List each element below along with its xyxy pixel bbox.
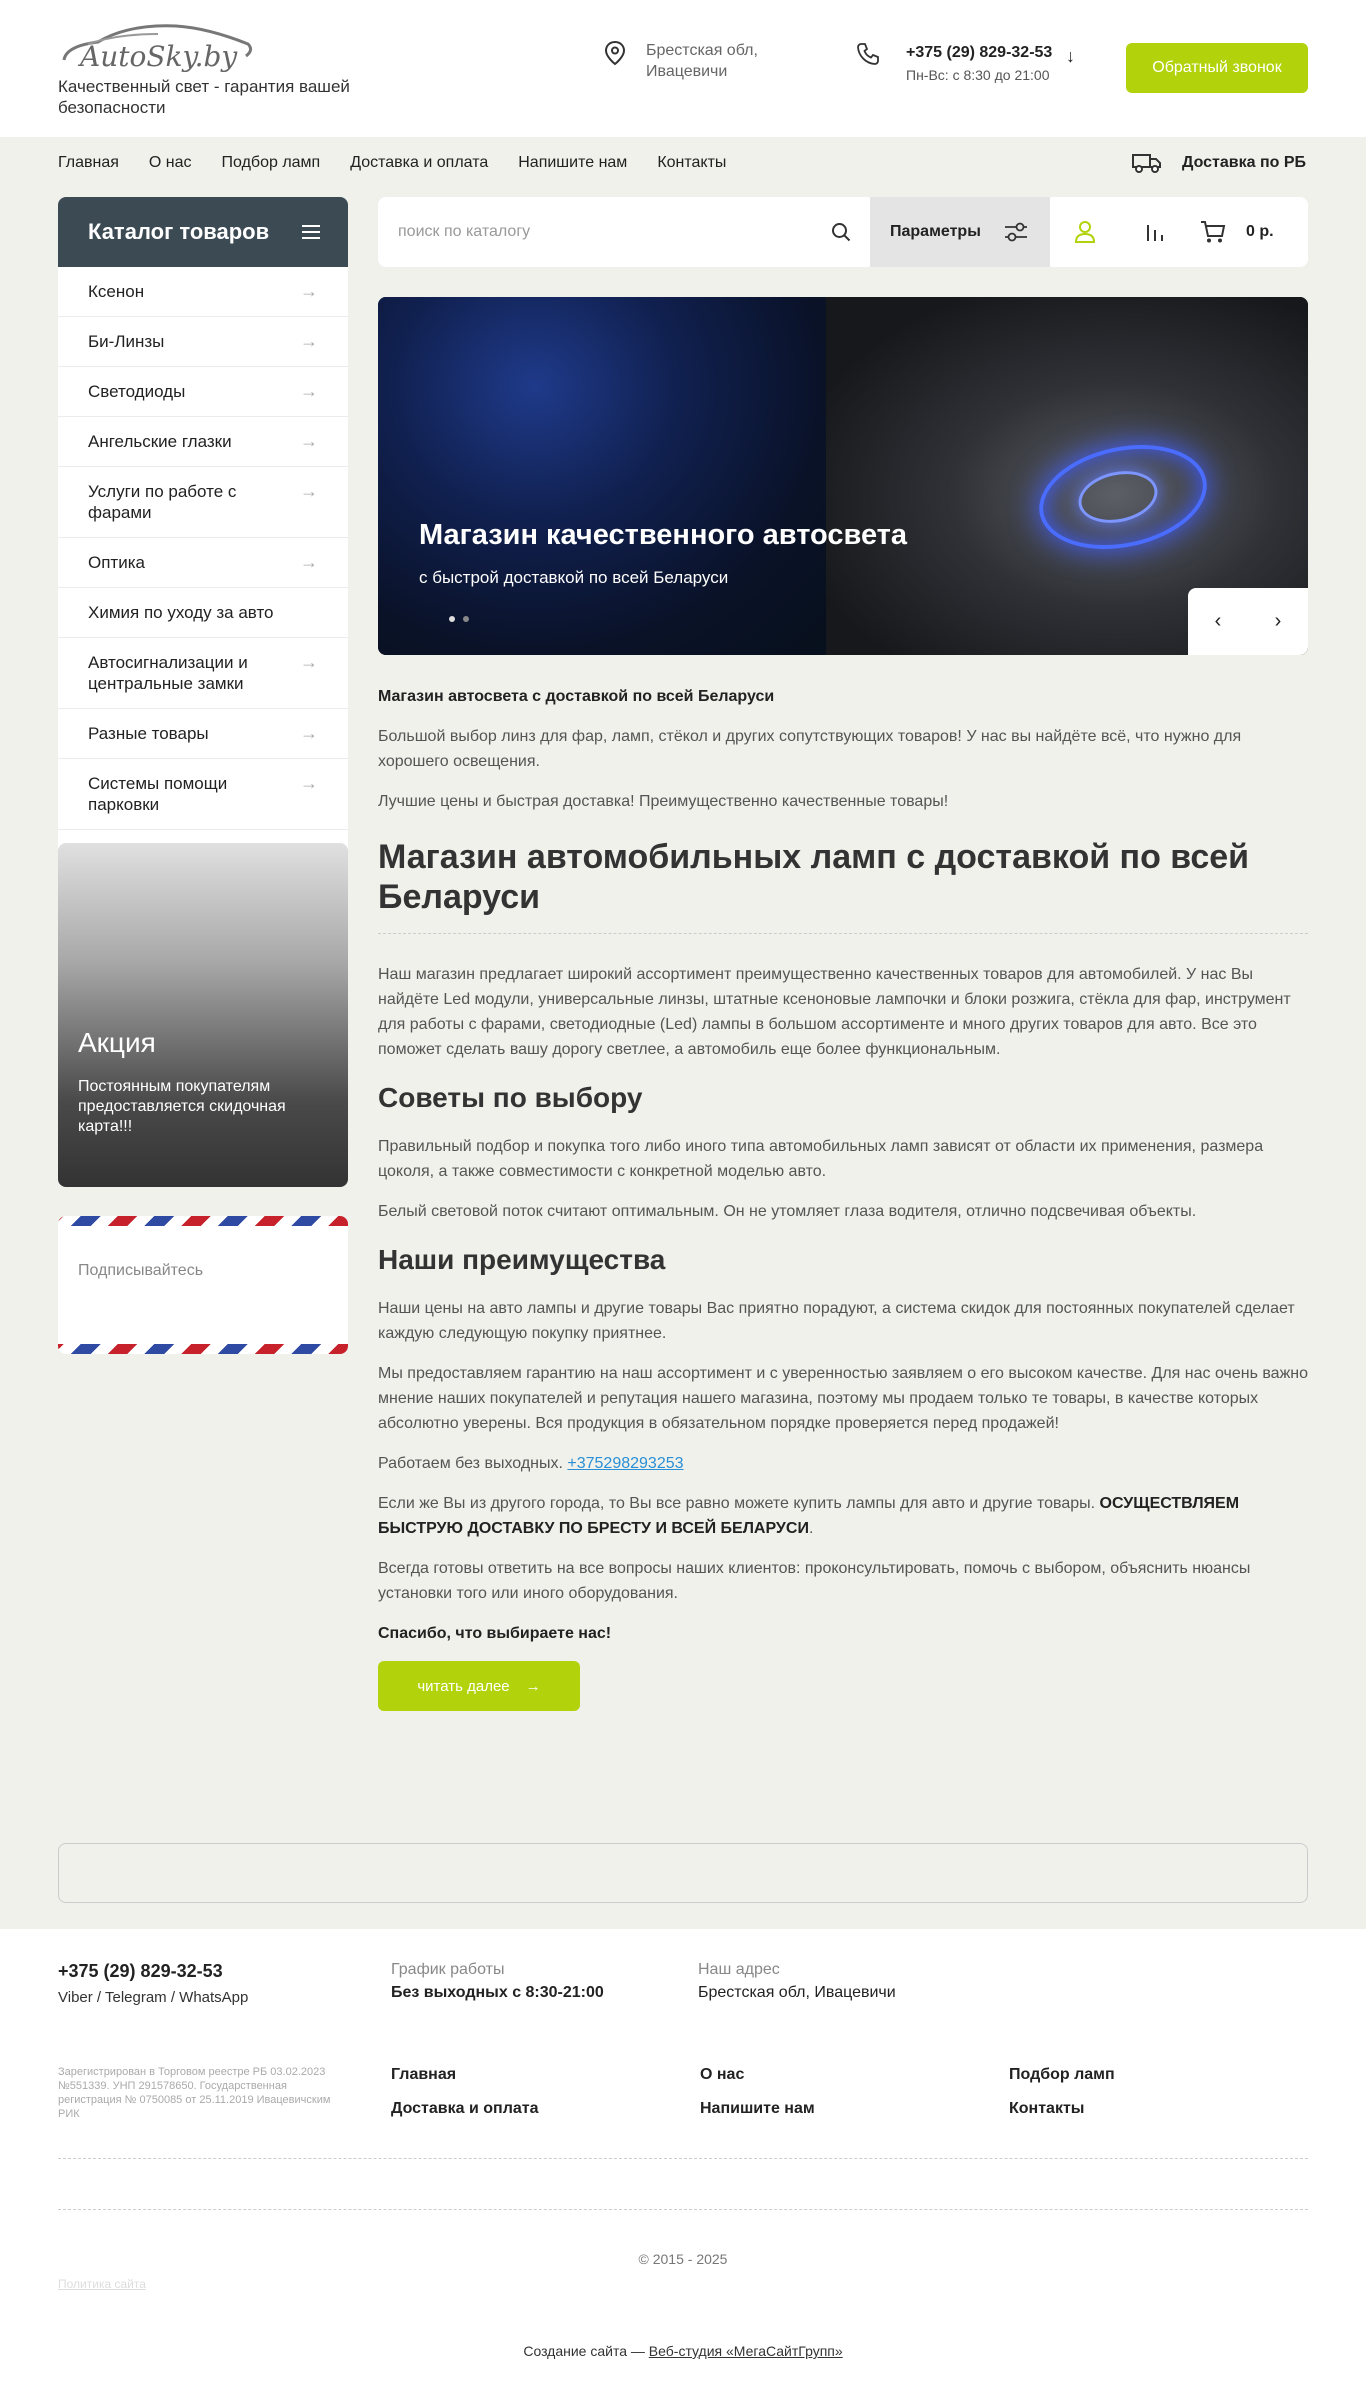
catalog-item-leds[interactable] [58,367,348,417]
truck-icon [1132,152,1162,174]
footer-link-write-us[interactable]: Напишите нам [700,2100,815,2117]
catalog-item-label: Оптика [88,553,145,572]
arrow-right-icon: → [300,431,318,451]
nav-item-lamp-selection[interactable]: Подбор ламп [221,154,321,171]
copyright: © 2015 - 2025 [638,2251,728,2267]
arrow-right-icon: → [300,381,318,401]
empty-panel [58,1843,1308,1903]
search-bar [378,197,1308,267]
arrow-right-icon: → [300,331,318,351]
catalog-item-alarms[interactable] [58,638,348,709]
catalog-item-label: Ксенон [88,282,145,301]
footer-link-delivery[interactable]: Доставка и оплата [391,2100,539,2117]
delivery-link[interactable] [1132,152,1306,174]
hero-subtitle: с быстрой доставкой по всей Беларуси [419,568,729,587]
menu-burger-icon [302,225,320,239]
callback-button[interactable]: Обратный звонок [1126,43,1308,93]
slider-next-chevron-right-icon[interactable]: › [1274,610,1282,632]
inline-bold-text: ОСУЩЕСТВЛЯЕМ БЫСТРУЮ ДОСТАВКУ ПО БРЕСТУ И ВСЕЙ БЕЛАРУСИ [378,1495,1240,1537]
catalog-item-label: Светодиоды [88,382,186,401]
footer-link-lamp-selection[interactable]: Подбор ламп [1009,2066,1115,2083]
footer-link-about[interactable]: О нас [700,2066,745,2083]
inline-text: . [808,1520,814,1537]
footer-nav [391,2066,1311,2118]
arrow-right-icon: → [300,552,318,572]
subscribe-block[interactable] [58,1216,348,1354]
airmail-stripe [58,1216,348,1226]
catalog-item-label: Ангельские глазки [88,432,232,451]
catalog-item-xenon[interactable] [58,267,348,317]
body-paragraph [378,1451,1308,1476]
catalog-item-label: Би-Линзы [88,332,165,351]
schedule-value: Без выходных с 8:30-21:00 [391,1984,604,2001]
read-more-label: читать далее [417,1677,510,1695]
subscribe-text: Подписывайтесь [78,1262,204,1279]
slider-dots [449,616,469,622]
cart-button[interactable] [1190,197,1274,267]
location-pin-icon [604,40,626,66]
divider [58,2158,1308,2159]
catalog-sidebar [58,197,348,856]
footer-phone[interactable]: +375 (29) 829-32-53 [58,1961,223,1981]
user-icon [1074,220,1096,244]
footer-messengers: Viber / Telegram / WhatsApp [58,1989,249,2006]
nav-item-about[interactable]: О нас [148,154,192,171]
catalog-item-label: Химия по уходу за авто [88,603,274,622]
catalog-title: Каталог товаров [88,219,270,244]
body-paragraph [378,1491,1308,1541]
promo-title: Акция [78,1027,156,1058]
promo-text: Постоянным покупателям предоставляется скидочная карта!!! [78,1078,286,1135]
address-label: Наш адрес [698,1961,780,1978]
divider [58,2209,1308,2210]
search-icon [831,222,851,242]
phone-dropdown-arrow-icon[interactable]: ↓ [1066,46,1075,66]
cart-total: 0 р. [1246,223,1274,240]
arrow-right-icon: → [300,773,318,793]
logo-text: AutoSky.by [80,40,238,73]
header-hours: Пн-Вс: с 8:30 до 21:00 [906,67,1050,83]
catalog-item-label: Автосигнализации и центральные замки [88,653,248,693]
catalog-item-headlight-services[interactable] [58,467,348,538]
header-phone[interactable]: +375 (29) 829-32-53 [906,44,1053,61]
catalog-item-parking[interactable] [58,759,348,830]
account-button[interactable] [1050,197,1120,267]
hero-image-left [378,297,826,655]
main-content [378,684,1308,1711]
page-title: Магазин автомобильных ламп с доставкой по всей Беларуси [378,837,1308,934]
header-address: Брестская обл, Ивацевичи [646,42,758,80]
credit-link[interactable]: Веб-студия «МегаСайтГрупп» [648,2343,843,2359]
search-input[interactable] [378,197,812,267]
hero-slider[interactable] [378,297,1308,655]
intro-paragraph: Лучшие цены и быстрая доставка! Преимущественно качественные товары! [378,793,949,810]
top-nav [58,154,726,172]
slider-dot[interactable] [463,616,469,622]
thanks-text: Спасибо, что выбираете нас! [378,1625,612,1642]
arrow-right-icon: → [300,281,318,301]
catalog-item-optics[interactable] [58,538,348,588]
compare-bars-icon [1144,221,1166,243]
address-block [604,40,776,82]
catalog-item-car-chemistry[interactable] [58,588,348,638]
intro-paragraph: Большой выбор линз для фар, ламп, стёкол и других сопутствующих товаров! У нас вы найдёте всё, что нужно для хорошего освещения. [378,728,1242,770]
logo[interactable] [58,20,258,76]
slider-prev-chevron-left-icon[interactable]: ‹ [1214,610,1222,632]
phone-link[interactable]: +375298293253 [567,1455,684,1472]
address-value: Брестская обл, Ивацевичи [698,1984,896,2001]
phone-icon [856,42,880,66]
site-footer [0,1929,1366,2381]
catalog-header[interactable] [58,197,348,267]
hero-title: Магазин качественного автосвета [419,519,908,551]
body-paragraph: Белый световой поток считают оптимальным. Он не утомляет глаза водителя, отлично подсвечивая объекты. [378,1203,1197,1220]
catalog-item-label: Услуги по работе с фарами [88,482,237,522]
footer-link-home[interactable]: Главная [391,2066,457,2083]
promo-banner[interactable] [58,843,348,1187]
search-button[interactable] [812,197,870,267]
catalog-item-label: Разные товары [88,724,209,743]
body-paragraph: Правильный подбор и покупка того либо иного типа автомобильных ламп зависят от области их применения, размера цоколя, а также совместимости с конкретной моделью авто. [378,1138,1264,1180]
catalog-item-misc[interactable] [58,709,348,759]
footer-schedule [391,1961,604,2002]
policy-link[interactable]: Политика сайта [58,2277,146,2291]
arrow-right-icon: → [525,1677,541,1695]
car-logo-icon [58,20,258,76]
section-heading-advantages: Наши преимущества [378,1244,666,1275]
footer-link-contacts[interactable]: Контакты [1009,2100,1085,2117]
credit-text: Создание сайта — [523,2343,649,2359]
arrow-right-icon: → [300,481,318,501]
slider-dot[interactable] [449,616,455,622]
body-paragraph: Мы предоставляем гарантию на наш ассортимент и с уверенностью заявляем о его высоком качестве. Для нас очень важно мнение наших покупателей и репутация нашего магазина, поэтому мы продаем только те товары, в качестве которых абсолютно уверены. Вся продукция в обязательном порядке проверяется перед продажей! [378,1365,1309,1432]
section-heading-tips: Советы по выбору [378,1082,643,1113]
nav-item-write-us[interactable]: Напишите нам [518,154,628,171]
airmail-stripe [58,1344,348,1354]
body-paragraph: Наши цены на авто лампы и другие товары Вас приятно порадуют, а система скидок для постоянных покупателей сделает каждую следующую покупку приятнее. [378,1300,1295,1342]
compare-button[interactable] [1120,197,1190,267]
body-paragraph: Наш магазин предлагает широкий ассортимент преимущественно качественных товаров для автомобилей. У нас Вы найдёте Led модули, универсальные линзы, штатные ксеноновые лампочки и блоки розжига, стёкла для фар, инструмент для работы с фарами, светодиодные (Led) лампы в большом ассортименте и много других товаров для авто. Все это поможет сделать вашу дорогу светлее, а автомобиль еще более функциональным. [378,966,1291,1058]
catalog-item-angel-eyes[interactable] [58,417,348,467]
nav-item-delivery[interactable]: Доставка и оплата [350,154,489,171]
footer-address [698,1961,896,2002]
params-button[interactable] [870,197,1050,267]
schedule-label: График работы [391,1961,505,1978]
body-paragraph: Всегда готовы ответить на все вопросы наших клиентов: проконсультировать, помочь с выбором, объяснить нюансы установки того или иного оборудования. [378,1560,1251,1602]
arrow-right-icon: → [300,723,318,743]
inline-text: Если же Вы из другого города, то Вы все равно можете купить лампы для авто и другие товары. [378,1495,1100,1512]
filter-sliders-icon [1004,221,1028,243]
tagline: Качественный свет - гарантия вашей безопасности [58,77,350,117]
phone-block [856,42,1052,83]
intro-title: Магазин автосвета с доставкой по всей Беларуси [378,688,775,705]
nav-item-contacts[interactable]: Контакты [657,154,727,171]
read-more-button[interactable] [378,1661,580,1711]
params-label: Параметры [890,223,981,240]
site-header [0,0,1366,137]
catalog-item-label: Системы помощи парковки [88,774,228,814]
slider-controls [1188,588,1308,655]
site-credit [0,2343,1366,2359]
cart-icon [1200,220,1226,244]
inline-text: Работаем без выходных. [378,1455,568,1472]
delivery-label: Доставка по РБ [1182,154,1307,171]
registration-text: Зарегистрирован в Торговом реестре РБ 03.02.2023 №551339. УНП 291578650. Государственная регистрация № 0750085 от 25.11.2019 Ивацевичским РИК [58,2066,331,2120]
arrow-right-icon: → [300,652,318,672]
catalog-item-bi-lenses[interactable] [58,317,348,367]
nav-item-home[interactable]: Главная [58,154,119,171]
